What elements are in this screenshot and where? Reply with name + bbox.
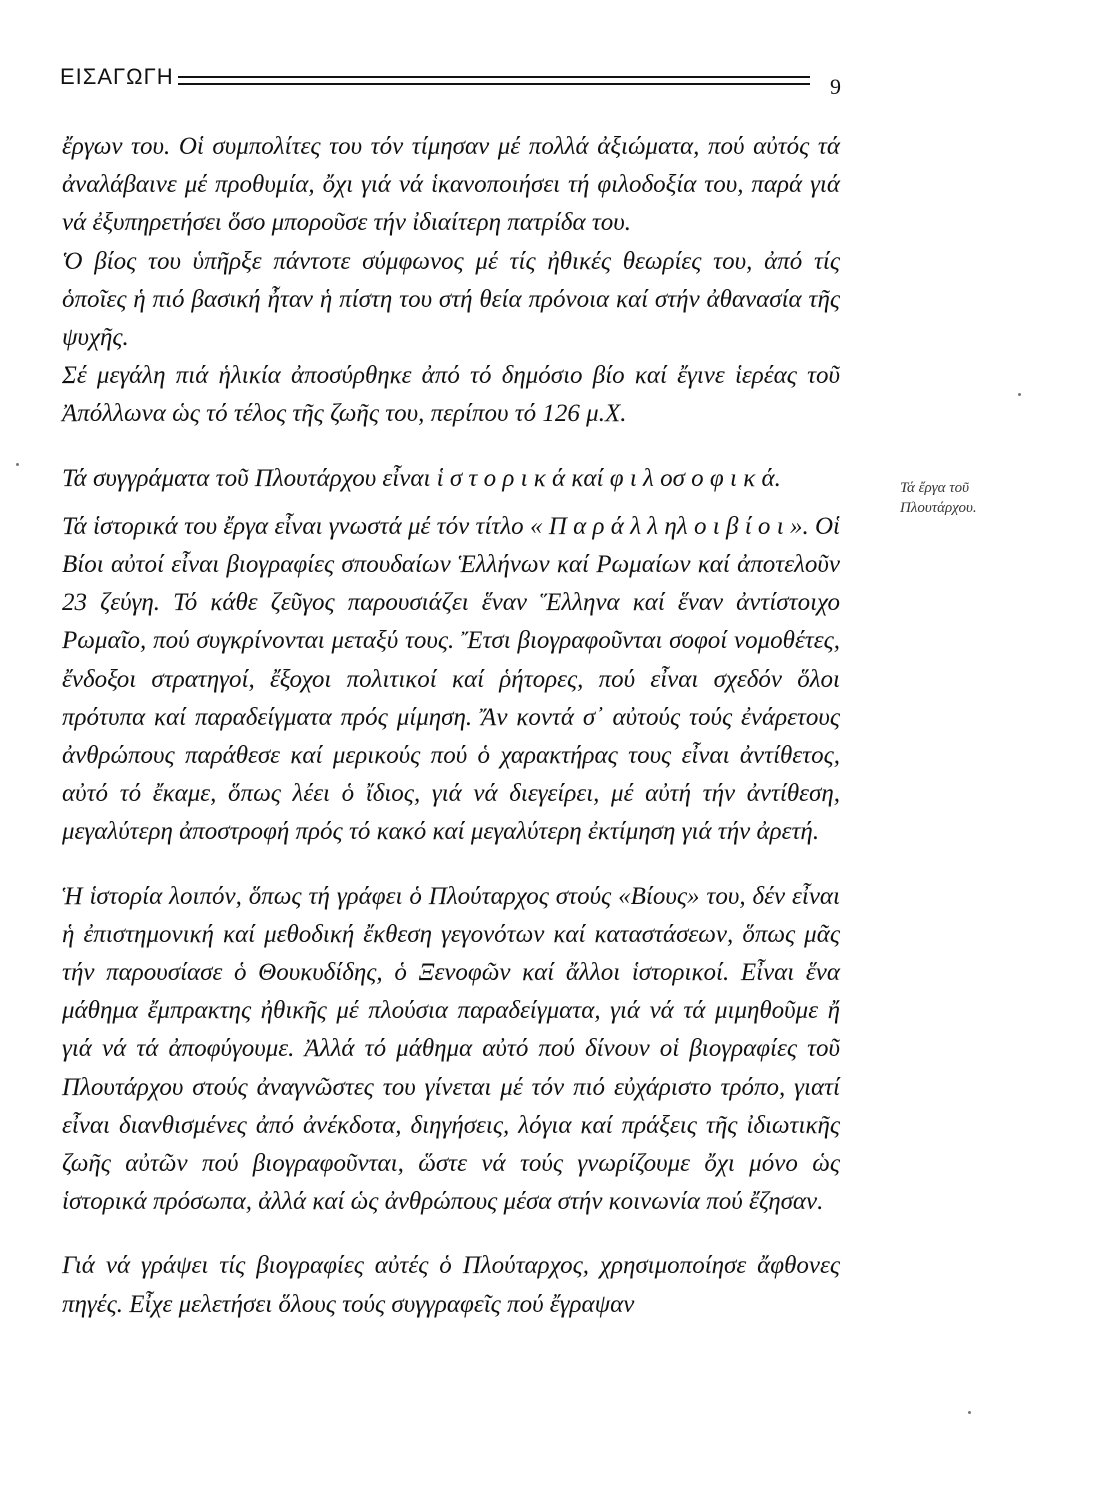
scan-speck <box>968 1411 971 1414</box>
paragraph-3: Σέ μεγάλη πιά ἡλικία ἀποσύρθηκε ἀπό τό δημόσιο βίο καί ἔγινε ἱερέας τοῦ Ἀπόλλωνα ὡς τό τέλος τῆς ζωῆς του, περίπου τό 126 μ.Χ. <box>62 362 840 428</box>
margin-note <box>900 478 1050 518</box>
body-text <box>62 128 840 1324</box>
page-number: 9 <box>830 74 841 99</box>
header-double-rule <box>178 76 810 85</box>
scan-speck <box>1018 393 1021 396</box>
paragraph-6: Ἡ ἱστορία λοιπόν, ὅπως τή γράφει ὁ Πλούταρχος στούς «Βίους» του, δέν εἶναι ἡ ἐπιστημονική καί μεθοδική ἔκθεση γεγονότων καί καταστάσεων, ὅπως μᾶς τήν παρουσίασε ὁ Θουκυδίδης, ὁ Ξενοφῶν καί ἄλλοι ἱστορικοί. Εἶναι ἕνα μάθημα ἔμπρακτης ἠθικῆς μέ πλούσια παραδείγματα, γιά νά τά μιμηθοῦμε ἤ γιά νά τά ἀποφύγουμε. Ἀλλά τό μάθημα αὐτό πού δίνουν οἱ βιογραφίες τοῦ Πλουτάρχου στούς ἀναγνῶστες του γίνεται μέ τόν πιό εὐχάριστο τρόπο, γιατί εἶναι διανθισμένες ἀπό ἀνέκδοτα, διηγήσεις, λόγια καί πράξεις τῆς ἰδιωτικῆς ζωῆς αὐτῶν πού βιογραφοῦνται, ὥστε νά τούς γνωρίζουμε ὄχι μόνο ὡς ἱστορικά πρόσωπα, ἀλλά καί ὡς ἀνθρώπους μέσα στήν κοινωνία πού ἔζησαν. <box>62 882 840 1216</box>
paragraph-2: Ὁ βίος του ὑπῆρξε πάντοτε σύμφωνος μέ τίς ἠθικές θεωρίες του, ἀπό τίς ὁποῖες ἡ πιό βασική ἦταν ἡ πίστη του στή θεία πρόνοια καί στήν ἀθανασία τῆς ψυχῆς. <box>62 247 840 352</box>
paragraph-5: Τά ἱστορικά του ἔργα εἶναι γνωστά μέ τόν τίτλο « Π α ρ ά λ λ ηλ ο ι β ί ο ι ». Οἱ Βίοι αὐτοί εἶναι βιογραφίες σπουδαίων Ἑλλήνων καί Ρωμαίων καί ἀποτελοῦν 23 ζεύγη. Τό κάθε ζεῦγος παρουσιάζει ἕναν Ἕλληνα καί ἕναν ἀντίστοιχο Ρωμαῖο, πού συγκρίνονται μεταξύ τους. Ἔτσι βιογραφοῦνται σοφοί νομοθέτες, ἔνδοξοι στρατηγοί, ἔξοχοι πολιτικοί καί ῥήτορες, πού εἶναι σχεδόν ὅλοι πρότυπα καί παραδείγματα πρός μίμηση. Ἄν κοντά σ᾿ αὐτούς τούς ἐνάρετους ἀνθρώπους παράθεσε καί μερικούς πού ὁ χαρακτήρας τους εἶναι ἀντίθετος, αὐτό τό ἔκαμε, ὅπως λέει ὁ ἴδιος, γιά νά διεγείρει, μέ αὐτή τήν ἀντίθεση, μεγαλύτερη ἀποστροφή πρός τό κακό καί μεγαλύτερη ἐκτίμηση γιά τήν ἀρετή. <box>62 512 840 846</box>
paragraph-7: Γιά νά γράψει τίς βιογραφίες αὐτές ὁ Πλούταρχος, χρησιμοποίησε ἄφθονες πηγές. Εἶχε μελετήσει ὅλους τούς συγγραφεῖς πού ἔγραψαν <box>62 1252 840 1318</box>
page-header <box>60 64 850 104</box>
paragraph-1: ἔργων του. Οἱ συμπολίτες του τόν τίμησαν μέ πολλά ἀξιώματα, πού αὐτός τά ἀναλάβαινε μέ προθυμία, ὄχι γιά νά ἱκανοποιήσει τή φιλοδοξία του, παρά γιά νά ἐξυπηρετήσει ὅσο μποροῦσε τήν ἰδιαίτερη πατρίδα του. <box>62 133 840 237</box>
margin-note-line-1: Τά ἔργα τοῦ <box>900 480 970 496</box>
scan-speck <box>16 463 19 466</box>
chapter-title: ΕΙΣΑΓΩΓΗ <box>60 64 174 89</box>
margin-note-line-2: Πλουτάρχου. <box>900 500 977 516</box>
paragraph-4: Τά συγγράματα τοῦ Πλουτάρχου εἶναι ἱ σ τ ο ρ ι κ ά καί φ ι λ οσ ο φ ι κ ά. <box>62 464 781 492</box>
